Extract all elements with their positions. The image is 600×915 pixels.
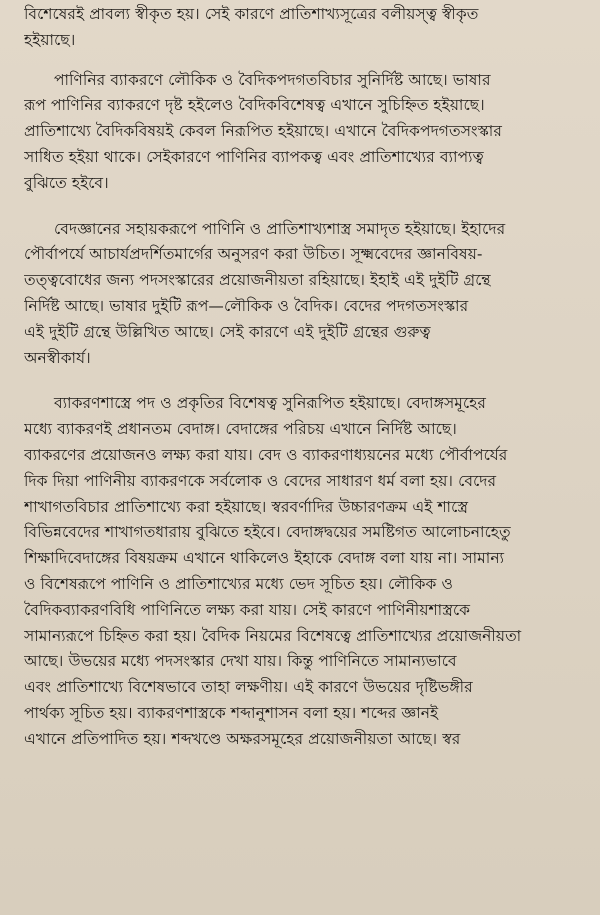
text-line: বেদজ্ঞানের সহায়করূপে পাণিনি ও প্রাতিশাখ্যশাস্ত্র সমাদৃত হইয়াছে। ইহাদের [54,219,506,238]
paragraph-gap [24,54,586,68]
text-line: নির্দিষ্ট আছে। ভাষার দুইটি রূপ—লৌকিক ও বৈদিক। বেদের পদগতসংস্কার [24,296,469,315]
text-line: এই দুইটি গ্রন্থে উল্লিখিত আছে। সেই কারণে এই দুইটি গ্রন্থের গুরুত্ব [24,322,431,341]
paragraph-3 [24,217,586,372]
paragraph-4 [24,391,586,752]
text-line: হইয়াছে। [24,30,76,49]
text-line: পার্থক্য সূচিত হয়। ব্যাকরণশাস্ত্রকে শব্দানুশাসন বলা হয়। শব্দের জ্ঞানই [24,703,439,722]
text-line: ব্যাকরণশাস্ত্রে পদ ও প্রকৃতির বিশেষত্ব সুনিরূপিত হইয়াছে। বেদাঙ্গসমূহের [54,394,487,413]
text-line: অনস্বীকার্য। [24,348,91,367]
text-line: মধ্যে ব্যাকরণই প্রধানতম বেদাঙ্গ। বেদাঙ্গের পরিচয় এখানে নির্দিষ্ট আছে। [24,420,457,439]
text-line: এবং প্রাতিশাখ্যে বিশেষভাবে তাহা লক্ষণীয়। এই কারণে উভয়ের দৃষ্টিভঙ্গীর [24,678,473,697]
text-line: সামান্যরূপে চিহ্নিত করা হয়। বৈদিক নিয়মের বিশেষত্বে প্রাতিশাখ্যের প্রয়োজনীয়তা [24,626,522,645]
text-line: বিভিন্নবেদের শাখাগতধারায় বুঝিতে হইবে। বেদাঙ্গদ্বয়ের সমষ্টিগত আলোচনাহেতু [24,523,511,542]
text-line: প্রাতিশাখ্যে বৈদিকবিষয়ই কেবল নিরূপিত হইয়াছে। এখানে বৈদিকপদগতসংস্কার [24,122,502,141]
text-line: সাধিত হইয়া থাকে। সেইকারণে পাণিনির ব্যাপকত্ব এবং প্রাতিশাখ্যের ব্যাপ্যত্ব [24,147,484,166]
text-line: বৈদিকব্যাকরণবিধি পাণিনিতে লক্ষ্য করা যায়। সেই কারণে পাণিনীয়শাস্ত্রকে [24,600,471,619]
text-line: শাখাগতবিচার প্রাতিশাখ্যে করা হইয়াছে। স্বরবর্ণাদির উচ্চারণক্রম এই শাস্ত্রে [24,497,469,516]
text-line: দিক দিয়া পাণিনীয় ব্যাকরণকে সর্বলোক ও বেদের সাধারণ ধর্ম বলা হয়। বেদের [24,471,497,490]
text-line: ও বিশেষরূপে পাণিনি ও প্রাতিশাখ্যের মধ্যে ভেদ সূচিত হয়। লৌকিক ও [24,574,453,593]
text-line: ব্যাকরণের প্রয়োজনও লক্ষ্য করা যায়। বেদ ও ব্যাকরণাধ্যয়নের মধ্যে পৌর্বাপর্যের [24,445,508,464]
text-line: আছে। উভয়ের মধ্যে পদসংস্কার দেখা যায়। কিন্তু পাণিনিতে সামান্যভাবে [24,652,457,671]
paragraph-2 [24,68,586,197]
text-line: পৌর্বাপর্যে আচার্যপ্রদর্শিতমার্গের অনুসরণ করা উচিত। সূক্ষ্মবেদের জ্ঞানবিষয়- [24,245,483,264]
text-line: শিক্ষাদিবেদাঙ্গের বিষয়ক্রম এখানে থাকিলেও ইহাকে বেদাঙ্গ বলা যায় না। সামান্য [24,549,505,568]
text-line: পাণিনির ব্যাকরণে লৌকিক ও বৈদিকপদগতবিচার সুনির্দিষ্ট আছে। ভাষার [54,70,491,89]
text-line: তত্ত্ববোধের জন্য পদসংস্কারের প্রয়োজনীয়তা রহিয়াছে। ইহাই এই দুইটি গ্রন্থে [24,271,491,290]
paragraph-gap [24,197,586,217]
text-line: বিশেষেরই প্রাবল্য স্বীকৃত হয়। সেই কারণে প্রাতিশাখ্যসূত্রের বলীয়স্ত্ব স্বীকৃত [24,5,479,23]
text-line: এখানে প্রতিপাদিত হয়। শব্দখণ্ডে অক্ষরসমূহের প্রয়োজনীয়তা আছে। স্বর [24,729,461,748]
text-line: বুঝিতে হইবে। [24,173,109,192]
text-line: রূপ পাণিনির ব্যাকরণে দৃষ্ট হইলেও বৈদিকবিশেষত্ব এখানে সুচিহ্নিত হইয়াছে। [24,96,485,115]
paragraph-gap [24,371,586,391]
paragraph-1 [24,2,586,54]
